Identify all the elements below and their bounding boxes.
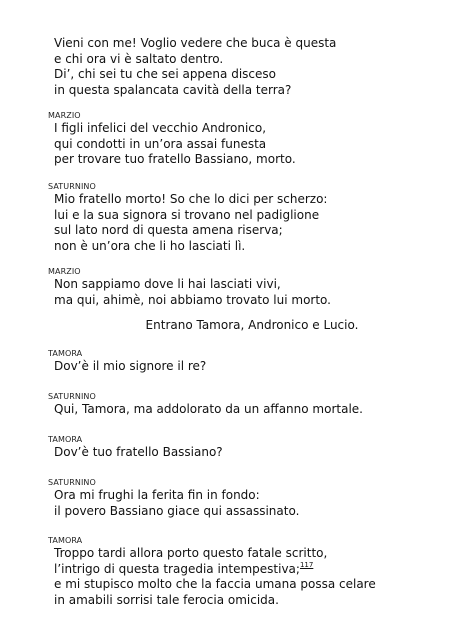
verse-line: sul lato nord di questa amena riserva;	[54, 223, 283, 237]
verse-line: qui condotti in un’ora assai funesta	[54, 136, 267, 151]
speech-saturnino	[48, 478, 438, 519]
verse-line: Troppo tardi allora porto questo fatale scritto,	[54, 546, 328, 560]
stage-direction: Entrano Tamora, Andronico e Lucio.	[145, 318, 359, 332]
verse-line: Dov’è il mio signore il re?	[54, 359, 207, 373]
speech-tamora	[48, 536, 438, 608]
verse-line: lui e la sua signora si trovano nel padiglione	[54, 207, 320, 222]
speech-marzio	[48, 267, 438, 308]
verse-line: Ora mi frughi la ferita fin in fondo:	[54, 488, 260, 502]
verse-line: Di’, chi sei tu che sei appena disceso	[54, 67, 276, 81]
verse-line: per trovare tuo fratello Bassiano, morto.	[54, 152, 296, 166]
verse-line: Dov’è tuo fratello Bassiano?	[54, 445, 223, 459]
speech-tamora	[48, 349, 438, 375]
verse-line: in amabili sorrisi tale ferocia omicida.	[54, 592, 279, 607]
footnote-link[interactable]: 117	[299, 560, 314, 569]
verse-line: e chi ora vi è saltato dentro.	[54, 51, 224, 66]
verse-line: Mio fratello morto! So che lo dici per scherzo:	[54, 192, 328, 206]
speaker-name: TAMORA	[48, 349, 83, 358]
verse-text: l’intrigo di questa tragedia intempestiva;	[54, 561, 300, 576]
speech-saturnino	[48, 392, 438, 418]
speech-marzio	[48, 111, 438, 168]
verse-line: Non sappiamo dove li hai lasciati vivi,	[54, 277, 281, 291]
speaker-name: SATURNINO	[48, 478, 96, 487]
speaker-name: SATURNINO	[48, 182, 96, 191]
verse-line-with-footnote	[48, 562, 438, 578]
speech-tamora	[48, 435, 438, 461]
verse-line: ma qui, ahimè, noi abbiamo trovato lui morto.	[54, 292, 331, 307]
verse-line: e mi stupisco molto che la faccia umana possa celare	[54, 577, 376, 591]
verse-line: Qui, Tamora, ma addolorato da un affanno mortale.	[54, 402, 363, 416]
speech-saturnino	[48, 182, 438, 254]
verse-line: il povero Bassiano giace qui assassinato.	[54, 503, 300, 518]
verse-line: Vieni con me! Voglio vedere che buca è questa	[54, 36, 337, 50]
speaker-name: MARZIO	[48, 267, 81, 276]
verse-line: in questa spalancata cavità della terra?	[54, 82, 292, 97]
verse-line: I figli infelici del vecchio Andronico,	[54, 121, 267, 135]
speaker-name: TAMORA	[48, 536, 83, 545]
verse-line: non è un’ora che li ho lasciati lì.	[54, 238, 246, 253]
speech-continuation	[48, 36, 438, 98]
speaker-name: TAMORA	[48, 435, 83, 444]
speaker-name: SATURNINO	[48, 392, 96, 401]
speaker-name: MARZIO	[48, 111, 81, 120]
